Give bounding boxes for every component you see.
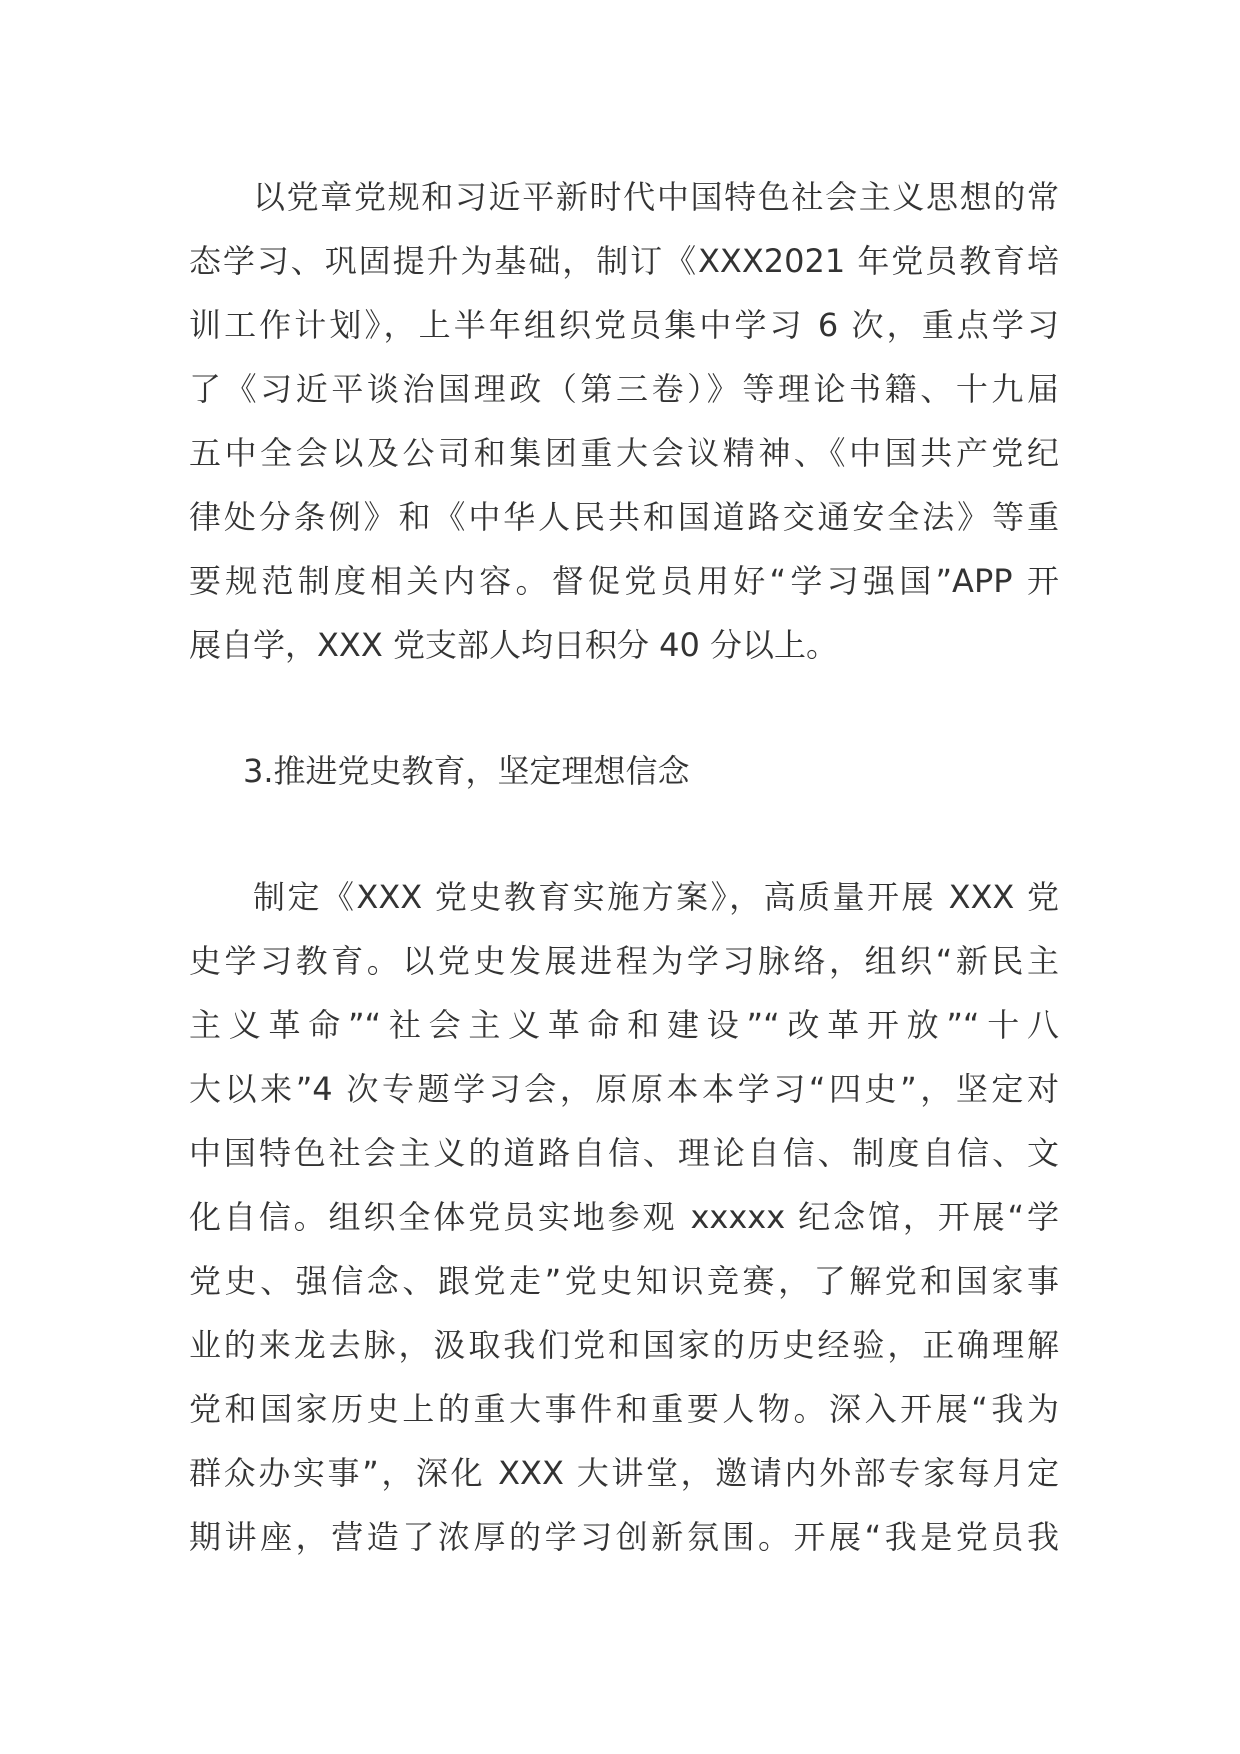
paragraph-line: 中国特色社会主义的道路自信、理论自信、制度自信、文 xyxy=(189,1134,1059,1172)
section-heading: 3.推进党史教育，坚定理想信念 xyxy=(243,752,690,790)
paragraph-line: 五中全会以及公司和集团重大会议精神、《中国共产党纪 xyxy=(189,434,1059,472)
paragraph-line: 要规范制度相关内容。督促党员用好“学习强国”APP 开 xyxy=(189,562,1059,600)
paragraph-line: 群众办实事”，深化 XXX 大讲堂，邀请内外部专家每月定 xyxy=(189,1454,1059,1492)
paragraph-line: 以党章党规和习近平新时代中国特色社会主义思想的常 xyxy=(253,178,1059,216)
paragraph-line: 化自信。组织全体党员实地参观 xxxxx 纪念馆，开展“学 xyxy=(189,1198,1059,1236)
paragraph-line: 大以来”4 次专题学习会，原原本本学习“四史”，坚定对 xyxy=(189,1070,1059,1108)
paragraph-line: 主义革命”“社会主义革命和建设”“改革开放”“十八 xyxy=(189,1006,1059,1044)
document-body xyxy=(189,165,1059,1569)
paragraph-line: 了《习近平谈治国理政（第三卷）》等理论书籍、十九届 xyxy=(189,370,1059,408)
paragraph-line: 展自学，XXX 党支部人均日积分 40 分以上。 xyxy=(189,626,839,664)
paragraph-party-education xyxy=(189,165,1059,677)
paragraph-line: 党和国家历史上的重大事件和重要人物。深入开展“我为 xyxy=(189,1390,1059,1428)
paragraph-party-history xyxy=(189,865,1059,1569)
paragraph-line: 期讲座，营造了浓厚的学习创新氛围。开展“我是党员我 xyxy=(189,1518,1059,1556)
paragraph-line: 制定《XXX 党史教育实施方案》，高质量开展 XXX 党 xyxy=(253,878,1059,916)
paragraph-line: 业的来龙去脉，汲取我们党和国家的历史经验，正确理解 xyxy=(189,1326,1059,1364)
paragraph-line: 律处分条例》和《中华人民共和国道路交通安全法》等重 xyxy=(189,498,1059,536)
paragraph-line: 训工作计划》，上半年组织党员集中学习 6 次，重点学习 xyxy=(189,306,1059,344)
paragraph-line: 史学习教育。以党史发展进程为学习脉络，组织“新民主 xyxy=(189,942,1059,980)
paragraph-line: 党史、强信念、跟党走”党史知识竞赛，了解党和国家事 xyxy=(189,1262,1059,1300)
paragraph-line: 态学习、巩固提升为基础，制订《XXX2021 年党员教育培 xyxy=(189,242,1059,280)
